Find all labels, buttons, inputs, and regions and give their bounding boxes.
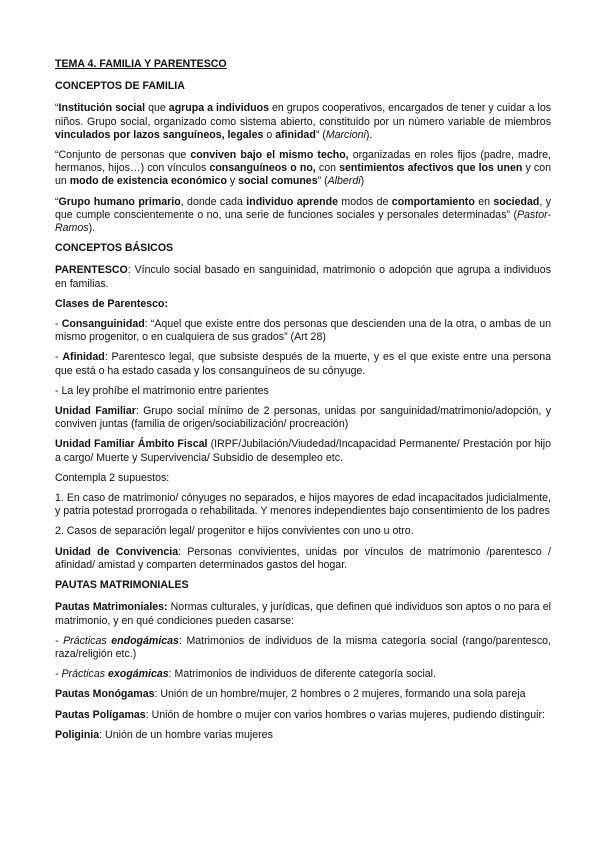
term: Pautas Matrimoniales: — [55, 601, 168, 614]
paragraph-ley: - La ley prohíbe el matrimonio entre parientes — [55, 384, 269, 397]
text: organizadas en roles fijos (padre, madre, hermanos, hijos…) con vínculos — [55, 149, 552, 175]
text: : Unión de un hombre/mujer, 2 hombres o 2 mujeres, formando una sola pareja — [154, 688, 526, 701]
author-citation: Pastor-Ramos — [55, 208, 551, 235]
bold-text: modo de existencia económico — [69, 175, 227, 188]
author-citation: Alberdi — [327, 175, 361, 188]
text: y — [226, 175, 239, 188]
paragraph-poligamas — [55, 709, 551, 722]
definition-pastor-ramos — [55, 196, 551, 236]
term: Unidad de Convivencia — [55, 545, 179, 558]
section-heading-pautas-matrimoniales: PAUTAS MATRIMONIALES — [55, 579, 189, 592]
definition-alberdi — [55, 149, 551, 189]
bold-text: Institución social — [58, 102, 146, 115]
term: Unidad Familiar — [55, 405, 136, 418]
text: - — [55, 351, 63, 364]
section-heading-conceptos-basicos: CONCEPTOS BÁSICOS — [55, 242, 174, 255]
term: Unidad Familiar Ámbito Fiscal — [55, 438, 208, 451]
text: o — [263, 128, 276, 141]
bold-text: sociedad — [493, 195, 540, 208]
text: con — [315, 162, 340, 175]
text: - — [55, 318, 62, 331]
term: endogámicas — [111, 634, 179, 647]
bold-text: sentimientos afectivos que los unen — [339, 162, 523, 175]
text: “Conjunto de personas que — [55, 149, 191, 162]
term: PARENTESCO — [55, 264, 128, 277]
paragraph-parentesco — [55, 264, 551, 290]
italic-text: - Prácticas — [55, 668, 108, 681]
paragraph-poliginia — [55, 729, 551, 742]
text: : “Aquel que existe entre dos personas que descienden una de la otra, o ambas de un mismo progenitor, o en cualquiera de sus grados” (Art 28) — [55, 318, 551, 344]
text: ” ( — [317, 175, 328, 188]
section-heading-conceptos-familia: CONCEPTOS DE FAMILIA — [55, 80, 185, 93]
bold-text: agrupa a individuos — [168, 102, 269, 115]
bold-text: individuo aprende — [246, 195, 338, 208]
bold-text: consanguíneos o no, — [209, 162, 316, 175]
paragraph-consanguinidad — [55, 318, 551, 344]
text: : Personas convivientes, unidas por vínculos de matrimonio /parentesco / afinidad/ amistad y comparten determinados gastos del hogar. — [55, 545, 551, 571]
paragraph-afinidad — [55, 351, 551, 377]
text: , y que cumple conscientemente o no, una serie de funciones sociales y personales determinadas” ( — [55, 195, 551, 221]
text: : Matrimonios de individuos de la misma categoría social (rango/parentesco, raza/religión etc.) — [55, 634, 551, 660]
term: Consanguinidad — [61, 318, 145, 331]
bold-text: social comunes — [238, 175, 318, 188]
term: Pautas Monógamas — [55, 688, 155, 701]
text: “ — [55, 102, 59, 115]
subheading-clases-parentesco: Clases de Parentesco: — [55, 297, 169, 310]
paragraph-supuesto-1: 1. En caso de matrimonio/ cónyuges no separados, e hijos mayores de edad incapacitados judicialmente, y patria potestad prorrogada o rehabilitada. Y menores independientes bajo consentimiento de los padres — [55, 492, 551, 518]
text: : Unión de hombre o mujer con varios hombres o varias mujeres, pudiendo distinguir: — [145, 708, 545, 721]
term: Afinidad — [62, 351, 105, 364]
bold-text: comportamiento — [391, 195, 475, 208]
paragraph-pautas-matrimoniales — [55, 601, 551, 627]
paragraph-supuesto-2: 2. Casos de separación legal/ progenitor e hijos convivientes con uno u otro. — [55, 525, 414, 538]
text: ). — [88, 222, 96, 235]
author-citation: Marcioni — [325, 128, 366, 141]
text: que — [145, 102, 169, 115]
text: ” ( — [315, 128, 326, 141]
paragraph-unidad-convivencia — [55, 546, 551, 572]
text: : Parentesco legal, que subsiste después de la muerte, y es el que existe entre una persona que está o ha estado casada y los consanguíneos de su cónyuge. — [55, 351, 551, 377]
text: ) — [360, 175, 365, 188]
text: : Matrimonios de individuos de diferente categoría social. — [168, 668, 436, 681]
text: en — [474, 195, 494, 208]
paragraph-unidad-fiscal — [55, 438, 551, 464]
definition-marcioni — [55, 102, 551, 142]
bold-text: Grupo humano primario — [58, 195, 181, 208]
bold-text: afinidad — [275, 128, 316, 141]
text: Normas culturales, y jurídicas, que definen qué individuos son aptos o no para el matrimonio, y en qué condiciones pueden casarse: — [55, 601, 551, 627]
paragraph-contempla: Contempla 2 supuestos: — [55, 471, 170, 484]
paragraph-exogamicas — [55, 668, 551, 681]
document-title: TEMA 4. FAMILIA Y PARENTESCO — [55, 58, 227, 70]
text: y con un — [55, 162, 551, 188]
text: : Unión de un hombre varias mujeres — [99, 728, 273, 741]
bold-text: vinculados por lazos sanguíneos, legales — [55, 128, 264, 141]
italic-text: - Prácticas — [55, 634, 112, 647]
text: “ — [55, 195, 59, 208]
text: : Vínculo social basado en sanguinidad, matrimonio o adopción que agrupa a individuos en familias. — [55, 264, 551, 290]
paragraph-unidad-familiar — [55, 405, 551, 431]
bold-text: conviven bajo el mismo techo, — [190, 149, 349, 162]
term: Poliginia — [55, 728, 100, 741]
text: ). — [365, 128, 373, 141]
text: (IRPF/Jubilación/Viudedad/Incapacidad Permanente/ Prestación por hijo a cargo/ Muerte y Supervivencia/ Subsidio de desempleo etc. — [55, 438, 551, 464]
term: exogámicas — [107, 668, 169, 681]
term: Pautas Polígamas — [55, 708, 146, 721]
text: : Grupo social mínimo de 2 personas, unidas por sanguinidad/matrimonio/adopción, y conviven juntas (familia de origen/sociabilización/ procreación) — [55, 405, 552, 431]
text: modos de — [338, 195, 392, 208]
text: en grupos cooperativos, encargados de tener y cuidar a los niños. Grupo social, organizado como sistema abierto, constituido por un número variable de miembros — [55, 102, 552, 128]
paragraph-monogamas — [55, 688, 551, 701]
text: , donde cada — [180, 195, 247, 208]
paragraph-endogamicas — [55, 635, 551, 661]
